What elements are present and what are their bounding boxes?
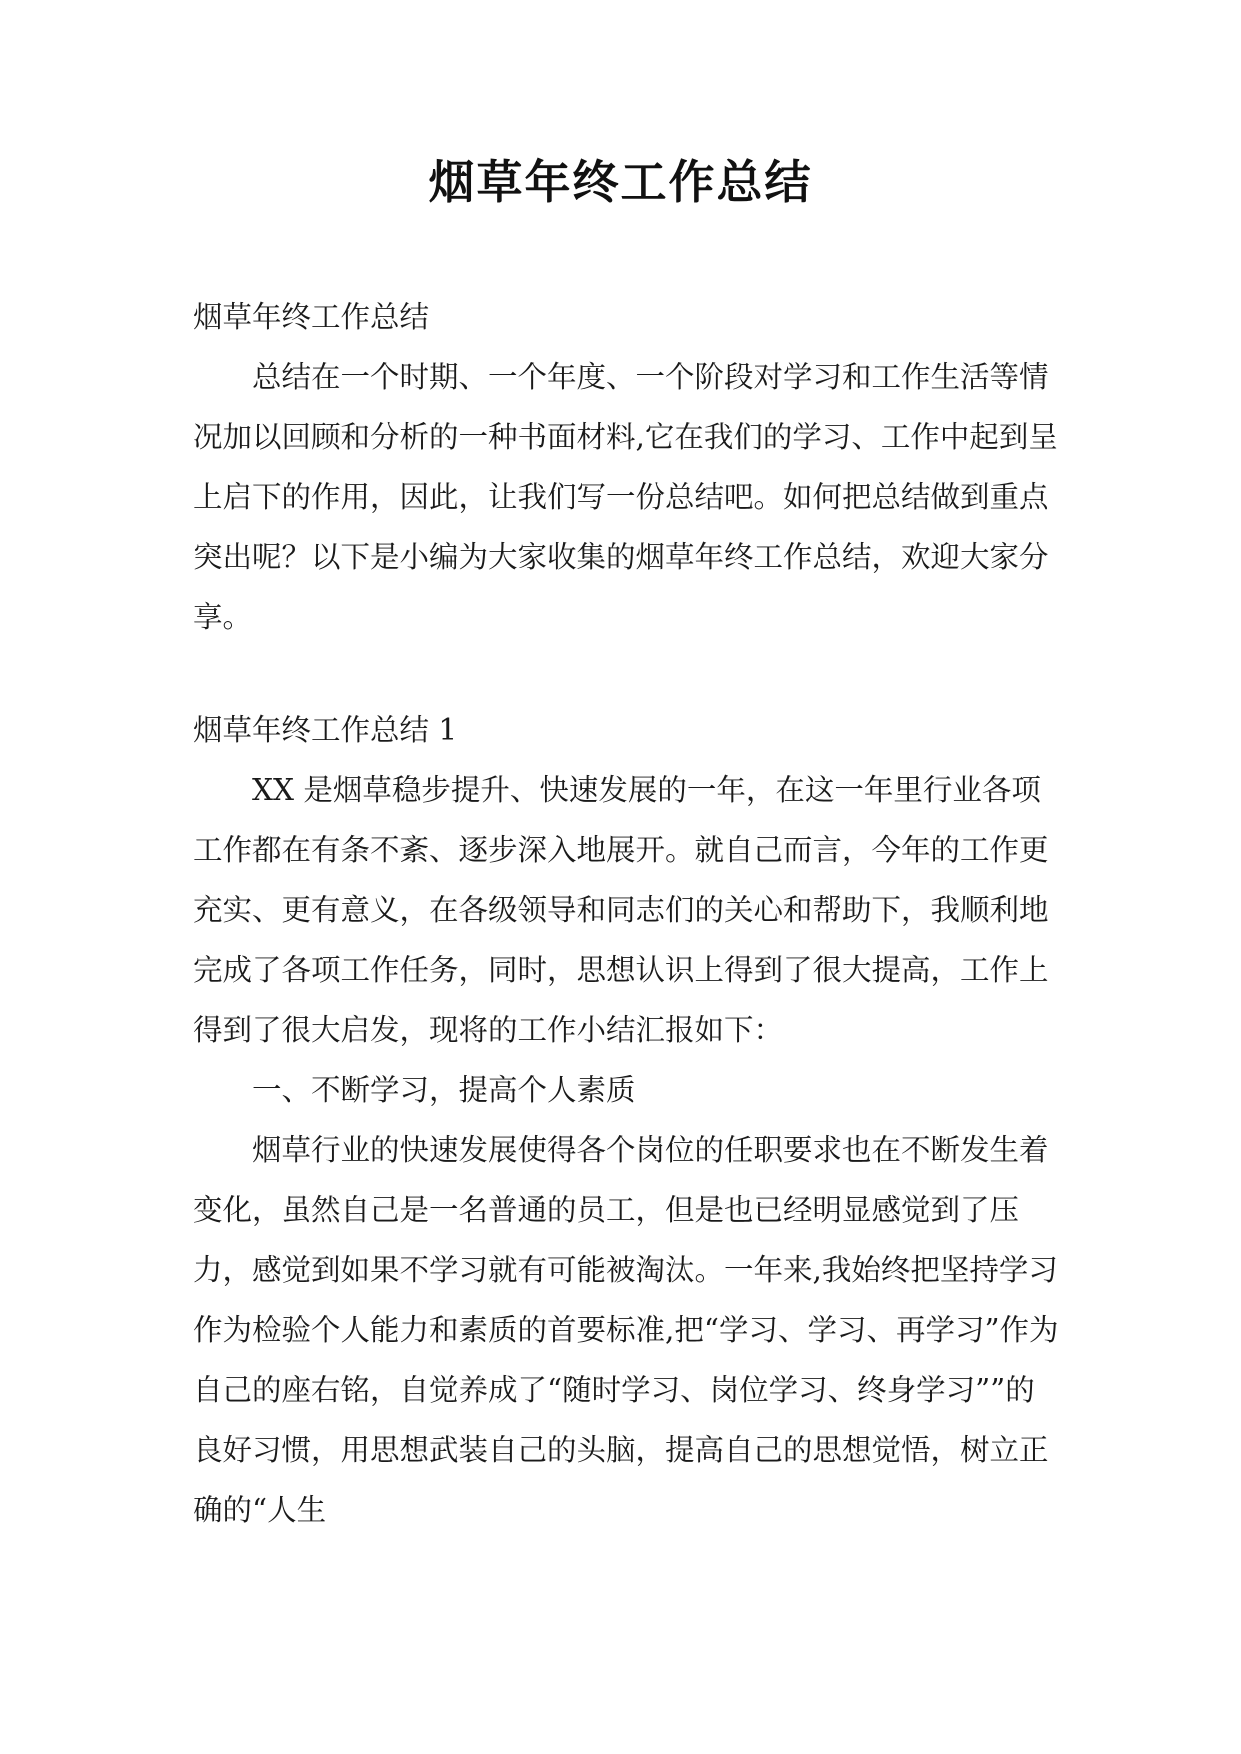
section-1 — [193, 700, 1063, 1540]
section-1-paragraph: XX 是烟草稳步提升、快速发展的一年，在这一年里行业各项工作都在有条不紊、逐步深入地展开。就自己而言，今年的工作更充实、更有意义，在各级领导和同志们的关心和帮助下，我顺利地完成了各项工作任务，同时，思想认识上得到了很大提高，工作上得到了很大启发，现将的工作小结汇报如下： — [193, 773, 1049, 1047]
intro-section — [193, 287, 1063, 647]
subheading-1-paragraph: 烟草行业的快速发展使得各个岗位的任职要求也在不断发生着变化，虽然自己是一名普通的员工，但是也已经明显感觉到了压力，感觉到如果不学习就有可能被淘汰。一年来,我始终把坚持学习作为检验个人能力和素质的首要标准,把“学习、学习、再学习”作为自己的座右铭，自觉养成了“随时学习、岗位学习、终身学习””的良好习惯，用思想武装自己的头脑，提高自己的思想觉悟，树立正确的“人生 — [193, 1133, 1059, 1527]
section-heading-intro: 烟草年终工作总结 — [193, 300, 430, 334]
subheading-1: 一、不断学习，提高个人素质 — [252, 1073, 636, 1107]
section-heading-1: 烟草年终工作总结 1 — [193, 713, 458, 747]
intro-paragraph: 总结在一个时期、一个年度、一个阶段对学习和工作生活等情况加以回顾和分析的一种书面材料,它在我们的学习、工作中起到呈上启下的作用，因此，让我们写一份总结吧。如何把总结做到重点突出呢？以下是小编为大家收集的烟草年终工作总结，欢迎大家分享。 — [193, 360, 1058, 634]
document-title: 烟草年终工作总结 — [428, 155, 813, 209]
